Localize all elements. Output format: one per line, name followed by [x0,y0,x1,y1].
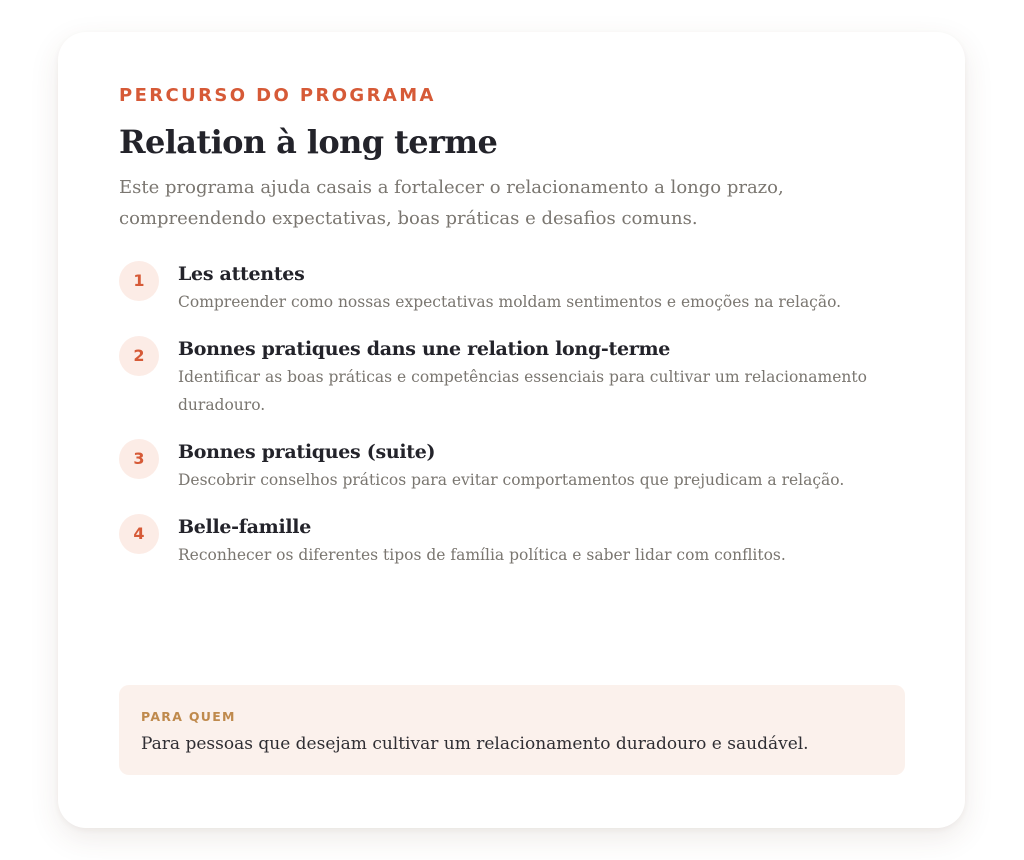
step-item [119,438,905,494]
step-item [119,260,905,316]
page-title: Relation à long terme [119,123,498,161]
step-title: Les attentes [178,263,305,285]
audience-label: PARA QUEM [141,709,236,724]
step-list [119,260,905,569]
step-number-badge: 3 [119,439,159,479]
program-description: Este programa ajuda casais a fortalecer o relacionamento a longo prazo, compreendendo expectativas, boas práticas e desafios comuns. [119,177,784,229]
step-item [119,513,905,569]
audience-callout [119,685,905,775]
program-card [58,32,965,828]
step-description: Compreender como nossas expectativas moldam sentimentos e emoções na relação. [178,293,842,311]
step-item [119,335,905,419]
step-number-badge: 2 [119,336,159,376]
audience-text: Para pessoas que desejam cultivar um relacionamento duradouro e saudável. [141,734,809,754]
step-description: Descobrir conselhos práticos para evitar comportamentos que prejudicam a relação. [178,471,845,489]
step-number-badge: 4 [119,514,159,554]
step-title: Belle-famille [178,516,311,538]
step-title: Bonnes pratiques (suite) [178,441,436,463]
step-description: Reconhecer os diferentes tipos de família política e saber lidar com conflitos. [178,546,786,564]
step-title: Bonnes pratiques dans une relation long-terme [178,338,671,360]
step-number-badge: 1 [119,261,159,301]
section-eyebrow: PERCURSO DO PROGRAMA [119,85,436,106]
step-description: Identificar as boas práticas e competências essenciais para cultivar um relacionamento duradouro. [178,368,867,414]
